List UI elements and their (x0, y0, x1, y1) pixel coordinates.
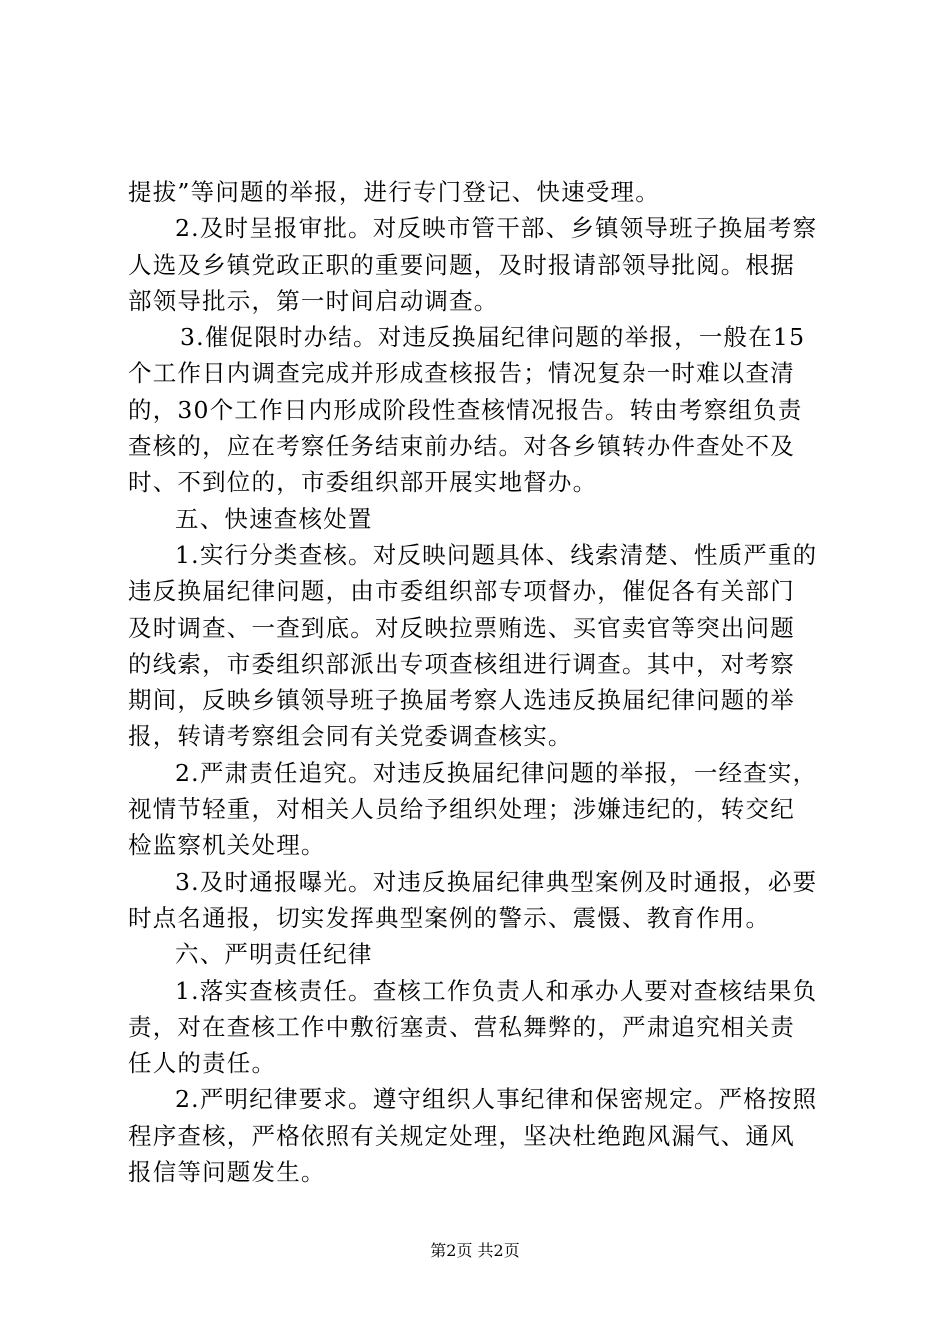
text-line: 期间，反映乡镇领导班子换届考察人选违反换届纪律问题的举 (128, 686, 795, 715)
text-line: 任人的责任。 (128, 1049, 277, 1078)
text-line: 2.及时呈报审批。对反映市管干部、乡镇领导班子换届考察 (175, 214, 818, 243)
text-line: 1.落实查核责任。查核工作负责人和承办人要对查核结果负 (175, 976, 818, 1005)
text-line: 人选及乡镇党政正职的重要问题，及时报请部领导批阅。根据 (128, 250, 795, 279)
text-line: 报，转请考察组会同有关党委调查核实。 (128, 722, 573, 751)
section-heading: 六、严明责任纪律 (175, 940, 373, 969)
text-line: 个工作日内调查完成并形成查核报告；情况复杂一时难以查清 (128, 359, 795, 388)
text-line: 责，对在查核工作中敷衍塞责、营私舞弊的，严肃追究相关责 (128, 1012, 795, 1041)
text-line: 2.严明纪律要求。遵守组织人事纪律和保密规定。严格按照 (175, 1085, 818, 1114)
text-line: 及时调查、一查到底。对反映拉票贿选、买官卖官等突出问题 (128, 613, 795, 642)
text-line: 2.严肃责任追究。对违反换届纪律问题的举报，一经查实， (175, 758, 818, 787)
text-line: 提拔”等问题的举报，进行专门登记、快速受理。 (128, 178, 660, 206)
text-line: 部领导批示，第一时间启动调查。 (128, 286, 499, 315)
text-line: 时点名通报，切实发挥典型案例的警示、震慑、教育作用。 (128, 903, 771, 932)
text-line: 3.及时通报曝光。对违反换届纪律典型案例及时通报，必要 (175, 867, 818, 896)
text-line: 时、不到位的，市委组织部开展实地督办。 (128, 468, 598, 497)
text-line: 检监察机关处理。 (128, 831, 326, 860)
page-footer: 第2页 共2页 (430, 1241, 520, 1260)
text-line: 查核的，应在考察任务结束前办结。对各乡镇转办件查处不及 (128, 432, 795, 461)
text-line: 的线索，市委组织部派出专项查核组进行调查。其中，对考察 (128, 649, 795, 678)
text-line: 报信等问题发生。 (128, 1158, 326, 1187)
text-line: 视情节轻重，对相关人员给予组织处理；涉嫌违纪的，转交纪 (128, 795, 795, 824)
text-line: 3.催促限时办结。对违反换届纪律问题的举报，一般在15 (180, 323, 806, 352)
section-heading: 五、快速查核处置 (175, 504, 373, 533)
text-line: 程序查核，严格依照有关规定处理，坚决杜绝跑风漏气、通风 (128, 1121, 795, 1150)
text-line: 1.实行分类查核。对反映问题具体、线索清楚、性质严重的 (175, 540, 818, 569)
text-line: 违反换届纪律问题，由市委组织部专项督办，催促各有关部门 (128, 577, 795, 606)
document-body (128, 174, 828, 1190)
text-line: 的，30个工作日内形成阶段性查核情况报告。转由考察组负责 (128, 395, 803, 424)
